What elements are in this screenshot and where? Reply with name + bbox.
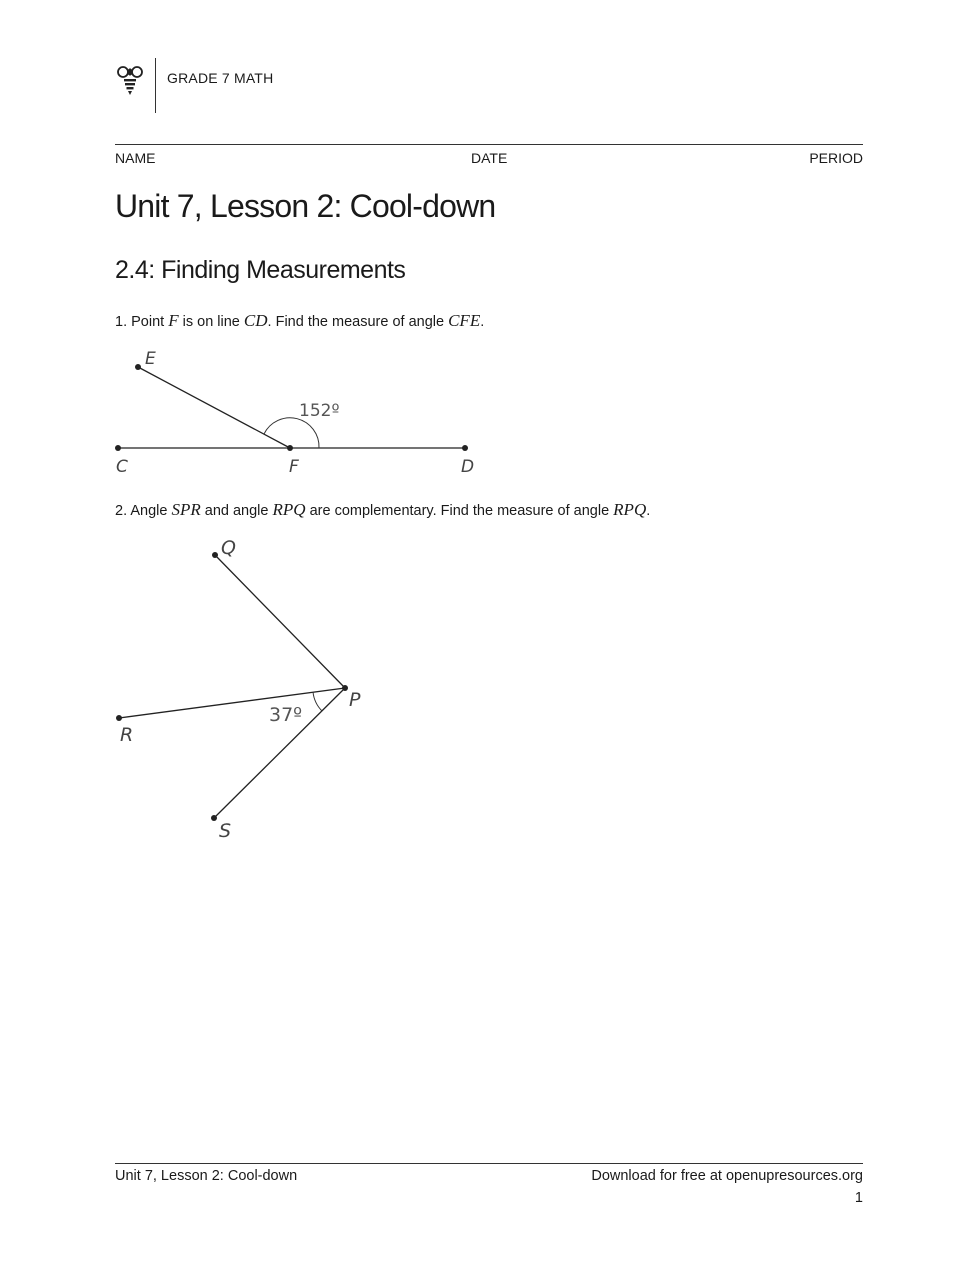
date-label: DATE [471, 150, 508, 166]
label-p: P [349, 689, 361, 711]
point-q-dot [212, 552, 218, 558]
label-d: D [461, 457, 475, 477]
q2-math-angle-2: RPQ [272, 500, 306, 519]
q1-text-4: . [480, 314, 485, 330]
q1-math-point: F [168, 311, 179, 330]
q1-text-3: . Find the measure of angle [267, 314, 445, 330]
q1-text-1: Point [131, 314, 165, 330]
angle-arc-cfe [264, 418, 319, 448]
label-f: F [289, 457, 299, 477]
point-e-dot [135, 364, 141, 370]
label-s: S [219, 820, 232, 842]
footer-download: Download for free at openupresources.org [591, 1168, 863, 1184]
point-f-dot [287, 445, 293, 451]
page-title: Unit 7, Lesson 2: Cool-down [115, 188, 496, 224]
ray-pq [215, 555, 345, 688]
q2-number: 2. [115, 503, 128, 519]
angle-label-37: 37º [269, 704, 303, 726]
label-r: R [120, 724, 134, 746]
period-label: PERIOD [809, 150, 863, 166]
q1-math-angle: CFE [448, 311, 481, 330]
point-c-dot [115, 445, 121, 451]
name-label: NAME [115, 150, 156, 166]
point-d-dot [462, 445, 468, 451]
point-r-dot [116, 715, 122, 721]
figure-2 [116, 537, 361, 842]
label-q: Q [221, 537, 236, 559]
q1-math-line: CD [243, 311, 268, 330]
ray-pr [119, 688, 345, 718]
question-2 [115, 500, 650, 520]
q2-text-1: Angle [130, 503, 168, 519]
figure-1 [115, 349, 474, 477]
grade-label: GRADE 7 MATH [167, 70, 274, 86]
point-s-dot [211, 815, 217, 821]
footer-rule [115, 1163, 863, 1164]
angle-arc-spr [313, 692, 322, 711]
section-heading: 2.4: Finding Measurements [115, 256, 406, 284]
footer-lesson: Unit 7, Lesson 2: Cool-down [115, 1168, 298, 1184]
label-c: C [116, 457, 128, 477]
q2-text-2: and angle [204, 503, 269, 519]
q2-math-angle-1: SPR [171, 500, 201, 519]
q1-text-2: is on line [182, 314, 240, 330]
q2-math-angle-3: RPQ [613, 500, 647, 519]
q2-text-3: are complementary. Find the measure of angle [309, 503, 610, 519]
point-p-dot [342, 685, 348, 691]
page-number: 1 [854, 1190, 863, 1206]
q1-number: 1. [115, 314, 128, 330]
angle-label-152: 152º [299, 401, 340, 421]
ray-fe [138, 367, 290, 448]
q2-text-4: . [646, 503, 651, 519]
label-e: E [145, 349, 156, 369]
